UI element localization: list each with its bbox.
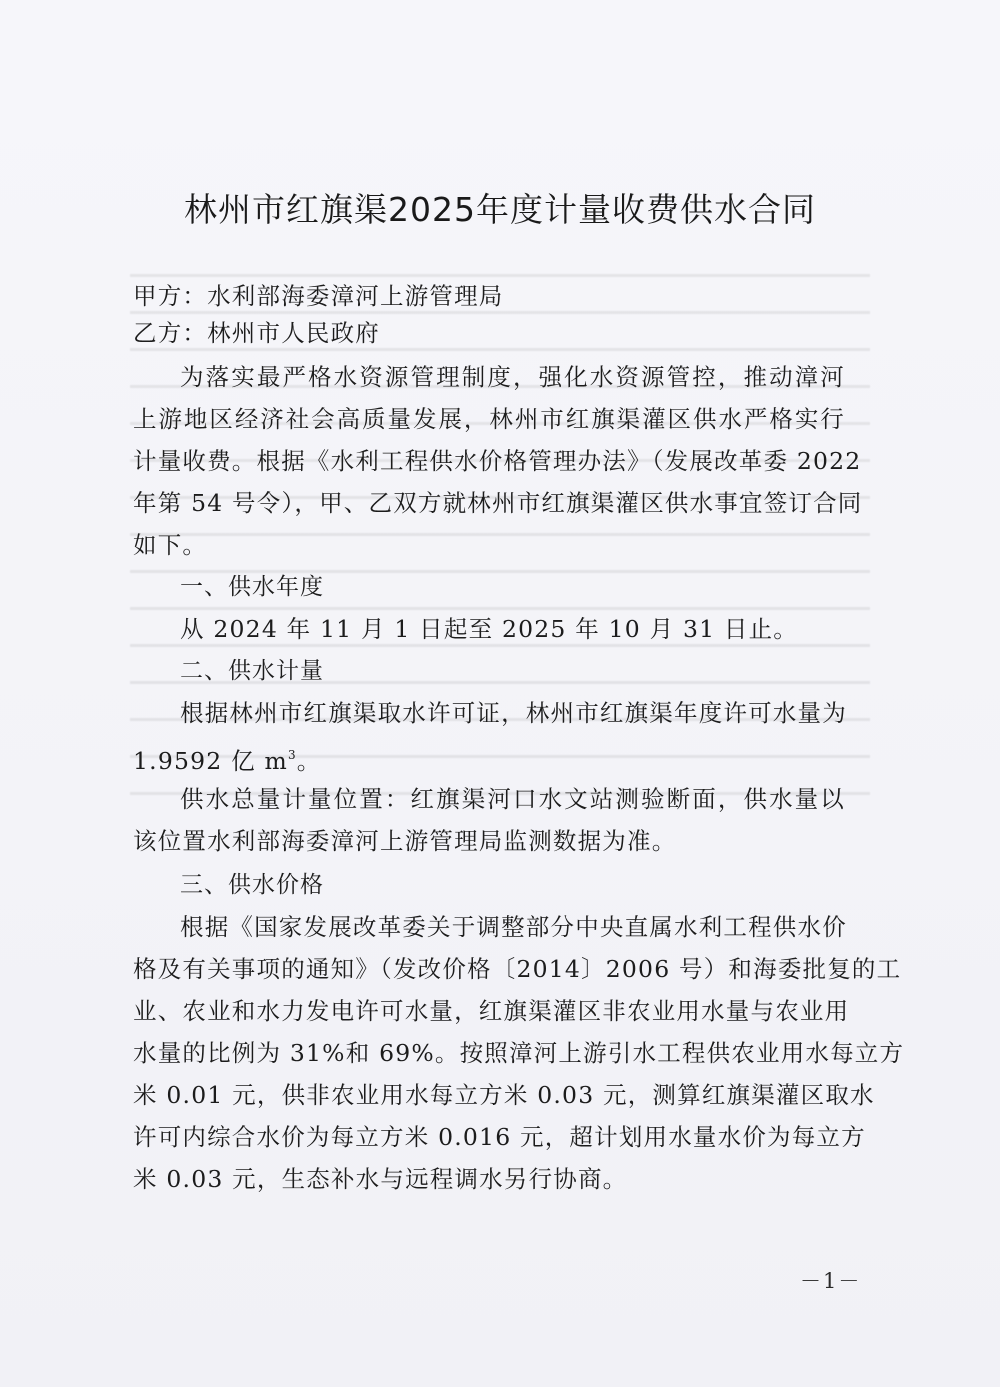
cubic-superscript: 3 — [287, 748, 297, 762]
document-title: 林州市红旗渠2025年度计量收费供水合同 — [184, 190, 816, 229]
section-1-heading: 一、供水年度 — [180, 574, 324, 600]
section-3-line-1: 根据《国家发展改革委关于调整部分中央直属水利工程供水价 — [180, 913, 847, 941]
intro-line-5: 如下。 — [133, 531, 208, 559]
line-end-mark: 。 — [296, 747, 322, 775]
section-3-line-4: 水量的比例为 31%和 69%。按照漳河上游引水工程供农业用水每立方 — [133, 1039, 905, 1067]
section-2-line-2 — [133, 738, 322, 778]
party-a: 甲方：水利部海委漳河上游管理局 — [133, 282, 504, 310]
party-b: 乙方：林州市人民政府 — [133, 319, 380, 347]
intro-line-1: 为落实最严格水资源管理制度，强化水资源管控，推动漳河 — [180, 363, 845, 391]
section-2-line-3: 供水总量计量位置：红旗渠河口水文站测验断面，供水量以 — [180, 785, 845, 813]
section-3-line-6: 许可内综合水价为每立方米 0.016 元，超计划用水量水价为每立方 — [133, 1123, 866, 1151]
permitted-water-volume: 1.9592 亿 m — [133, 747, 288, 775]
page-number: －1－ — [800, 1269, 862, 1293]
section-2-heading: 二、供水计量 — [180, 658, 324, 684]
section-3-line-2: 格及有关事项的通知》（发改价格〔2014〕2006 号）和海委批复的工 — [133, 955, 902, 983]
section-2-line-1: 根据林州市红旗渠取水许可证，林州市红旗渠年度许可水量为 — [180, 699, 847, 727]
section-3-line-5: 米 0.01 元，供非农业用水每立方米 0.03 元，测算红旗渠灌区取水 — [133, 1081, 875, 1109]
section-1-line: 从 2024 年 11 月 1 日起至 2025 年 10 月 31 日止。 — [180, 615, 799, 643]
intro-line-4: 年第 54 号令），甲、乙双方就林州市红旗渠灌区供水事宜签订合同 — [133, 489, 863, 517]
section-2-line-4: 该位置水利部海委漳河上游管理局监测数据为准。 — [133, 827, 677, 855]
intro-line-2: 上游地区经济社会高质量发展，林州市红旗渠灌区供水严格实行 — [133, 405, 845, 433]
section-3-heading: 三、供水价格 — [180, 872, 324, 898]
intro-line-3: 计量收费。根据《水利工程供水价格管理办法》（发展改革委 2022 — [133, 447, 862, 475]
section-3-line-3: 业、农业和水力发电许可水量，红旗渠灌区非农业用水量与农业用 — [133, 997, 850, 1025]
section-3-line-7: 米 0.03 元，生态补水与远程调水另行协商。 — [133, 1165, 628, 1193]
